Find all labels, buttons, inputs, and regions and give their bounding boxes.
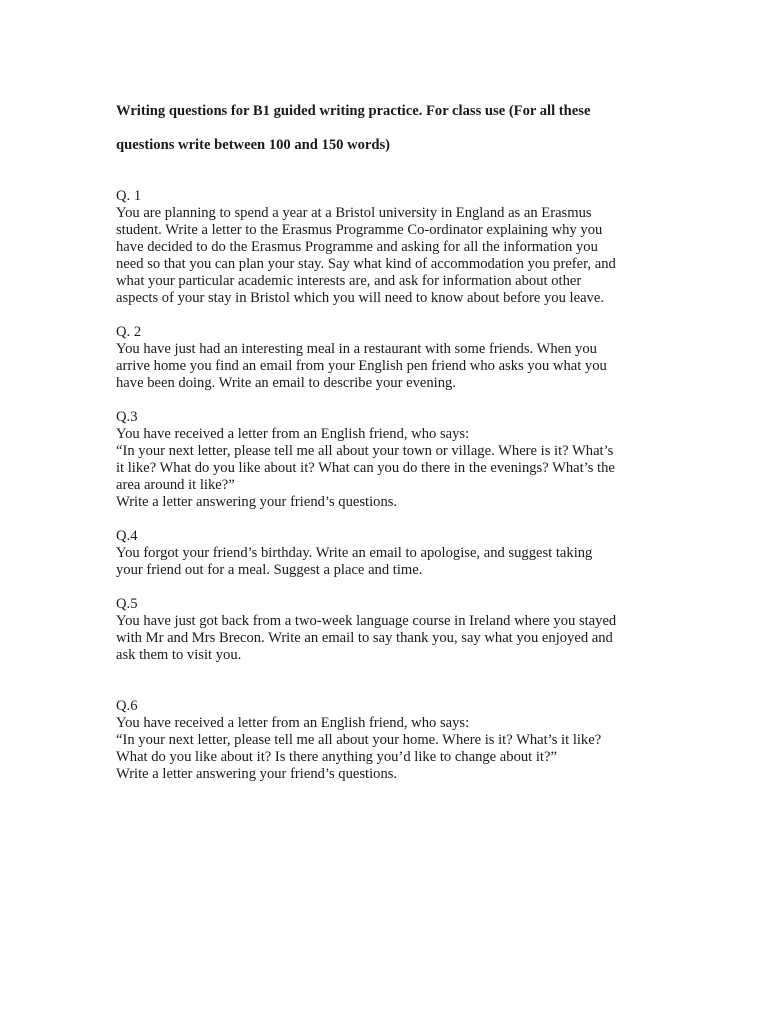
question-label: Q. 2: [116, 324, 142, 340]
question-text-line: aspects of your stay in Bristol which you will need to know about before you leave.: [116, 290, 604, 306]
question-text-line: Write a letter answering your friend’s questions.: [116, 766, 398, 782]
question-text-line: You have just got back from a two-week language course in Ireland where you stayed: [116, 613, 617, 629]
question-text-line: your friend out for a meal. Suggest a place and time.: [116, 562, 423, 578]
question-text-line: student. Write a letter to the Erasmus Programme Co-ordinator explaining why you: [116, 222, 603, 238]
question-text-line: have decided to do the Erasmus Programme and asking for all the information you: [116, 239, 598, 255]
question-text-line: Write a letter answering your friend’s questions.: [116, 494, 398, 510]
question-1: [116, 188, 656, 307]
question-text-line: arrive home you find an email from your English pen friend who asks you what you: [116, 358, 607, 374]
question-label: Q. 1: [116, 188, 142, 204]
question-text-line: what your particular academic interests are, and ask for information about other: [116, 273, 582, 289]
question-label: Q.6: [116, 698, 138, 714]
question-text-line: ask them to visit you.: [116, 647, 242, 663]
question-5: [116, 596, 656, 664]
question-text-line: What do you like about it? Is there anything you’d like to change about it?”: [116, 749, 557, 765]
question-2: [116, 324, 656, 392]
question-text-line: “In your next letter, please tell me all about your town or village. Where is it? What’s: [116, 443, 614, 459]
question-4: [116, 528, 656, 579]
question-text-line: You have just had an interesting meal in a restaurant with some friends. When you: [116, 341, 597, 357]
title-line: Writing questions for B1 guided writing practice. For class use (For all these: [116, 103, 591, 119]
question-text-line: area around it like?”: [116, 477, 235, 493]
question-text-line: with Mr and Mrs Brecon. Write an email to say thank you, say what you enjoyed and: [116, 630, 613, 646]
question-label: Q.5: [116, 596, 138, 612]
question-label: Q.3: [116, 409, 138, 425]
document-title: [116, 86, 656, 171]
question-label: Q.4: [116, 528, 138, 544]
question-text-line: have been doing. Write an email to describe your evening.: [116, 375, 456, 391]
question-3: [116, 409, 656, 511]
title-line: questions write between 100 and 150 words): [116, 137, 391, 153]
question-text-line: “In your next letter, please tell me all about your home. Where is it? What’s it like?: [116, 732, 602, 748]
question-text-line: need so that you can plan your stay. Say what kind of accommodation you prefer, and: [116, 256, 616, 272]
question-text-line: You forgot your friend’s birthday. Write an email to apologise, and suggest taking: [116, 545, 593, 561]
question-text-line: You have received a letter from an English friend, who says:: [116, 426, 470, 442]
question-text-line: it like? What do you like about it? What can you do there in the evenings? What’s the: [116, 460, 615, 476]
question-6: [116, 698, 656, 783]
question-text-line: You are planning to spend a year at a Bristol university in England as an Erasmus: [116, 205, 592, 221]
question-text-line: You have received a letter from an English friend, who says:: [116, 715, 470, 731]
document-body: [116, 86, 656, 800]
